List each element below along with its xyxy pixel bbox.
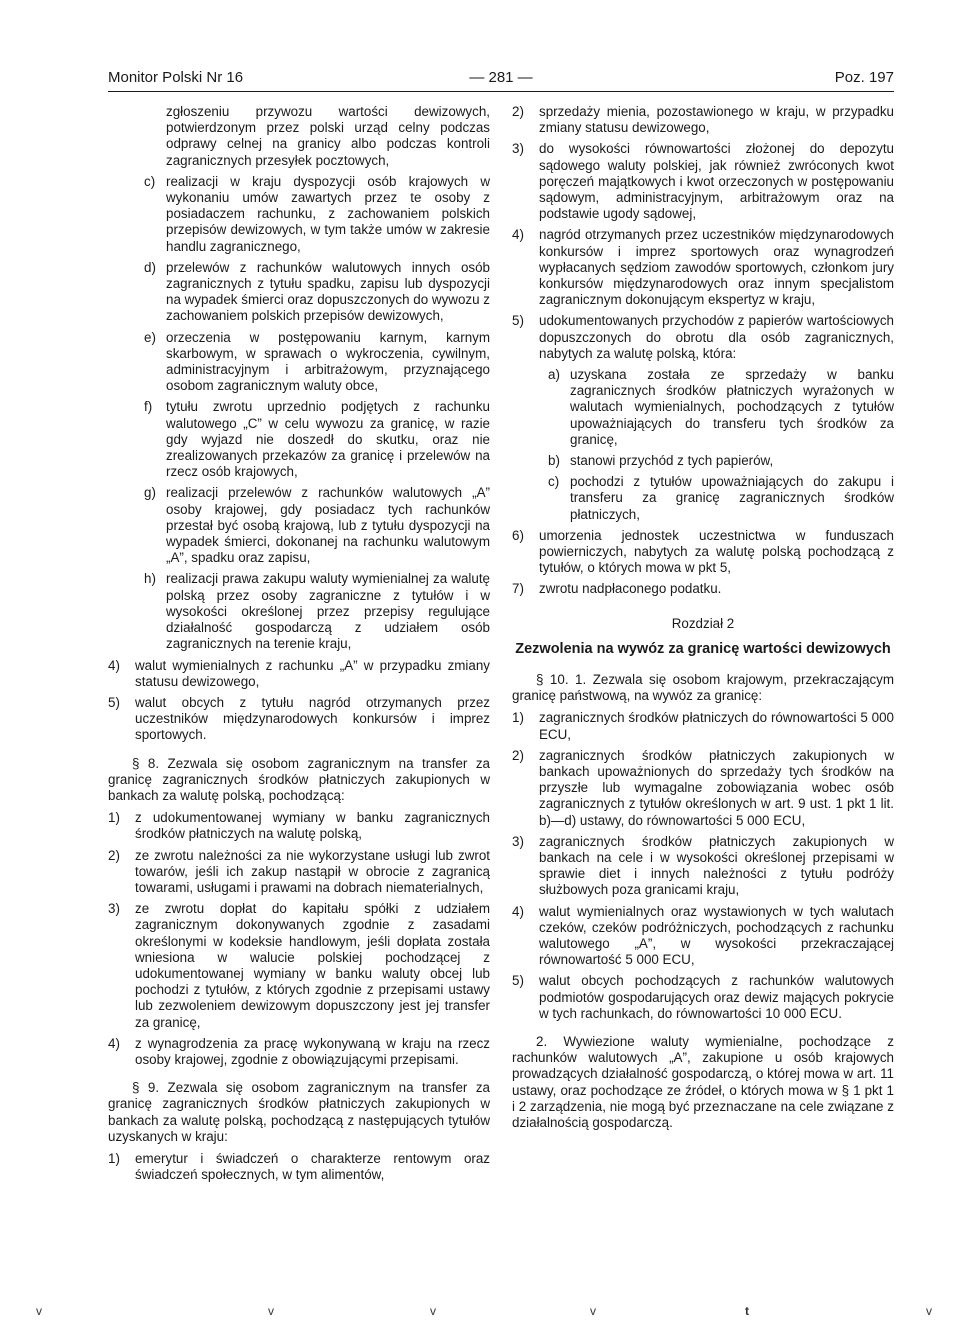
item-5-subitems: [512, 367, 894, 523]
list-item: [512, 528, 894, 577]
list-item: [512, 313, 894, 362]
list-item: [512, 367, 894, 448]
list-label: 5): [512, 313, 524, 329]
list-item: [108, 485, 490, 566]
list-text: zagranicznych środków płatniczych do równowartości 5 000 ECU,: [539, 710, 894, 742]
list-item: [108, 848, 490, 897]
list-text: emerytur i świadczeń o charakterze rentowym oraz świadczeń społecznych, w tym alimentów,: [135, 1150, 490, 1183]
list-item: [512, 104, 894, 136]
list-item: [512, 748, 894, 829]
journal-title: Monitor Polski Nr 16: [108, 69, 244, 86]
scan-mark: v: [268, 1304, 274, 1318]
list-item: [512, 904, 894, 969]
list-text: walut obcych z tytułu nagród otrzymanych przez uczestników międzynarodowych konkursów i imprez sportowych.: [135, 694, 490, 743]
left-column: [108, 104, 490, 1188]
list-label: 3): [108, 901, 120, 917]
page-number: — 281 —: [469, 69, 533, 86]
list-text: zwrotu nadpłaconego podatku.: [539, 581, 722, 597]
list-text: walut wymienialnych oraz wystawionych w tych walutach czeków, czeków podróżniczych, pochodzących z rachunku walutowego „A”, w wysokości przekraczającej równowartość 5 000 ECU,: [539, 903, 894, 968]
position-number: Poz. 197: [834, 69, 894, 86]
list-text: walut wymienialnych z rachunku „A” w przypadku zmiany statusu dewizowego,: [135, 657, 490, 689]
list-label: 4): [108, 1035, 120, 1051]
list-text: realizacji prawa zakupu waluty wymienialnej za walutę polską przez osoby zagraniczne z tytułów i w wysokości określonej przez przepisy regulujące działalność gospodarczą z udziałem osób zagranicznych na terenie kraju,: [166, 571, 490, 652]
list-label: e): [144, 329, 156, 345]
list-text: sprzedaży mienia, pozostawionego w kraju, w przypadku zmiany statusu dewizowego,: [539, 104, 894, 136]
scan-mark: t: [745, 1304, 749, 1318]
list-label: 2): [108, 847, 120, 863]
list-label: 2): [512, 104, 524, 119]
list-text: do wysokości równowartości złożonej do depozytu sądowego waluty polskiej, jak również zwróconych kwot poręczeń majątkowych i kwot orzeczonych w postępowaniu sądowym, administracyjnym, arbitrażowym oraz na podstawie ugody sądowej,: [539, 141, 894, 222]
paragraph-8-intro: § 8. Zezwala się osobom zagranicznym na transfer za granicę zagranicznych środków płatniczych zakupionych w bankach za walutę polską, pochodzącą:: [108, 755, 490, 803]
chapter-label: Rozdział 2: [671, 615, 735, 631]
scan-mark: v: [36, 1304, 42, 1318]
paragraph-9-items: [108, 1151, 490, 1183]
paragraph-8-items: [108, 810, 490, 1068]
list-text: z udokumentowanej wymiany w banku zagranicznych środków płatniczych na walutę polską,: [135, 810, 490, 842]
list-item: [108, 810, 490, 842]
list-label: 6): [512, 527, 524, 543]
list-text: realizacji w kraju dyspozycji osób krajowych w wykonaniu umów zawartych przez te osoby z posiadaczem rachunku, z zachowaniem polskich przepisów dewizowych, w tym także umów w zakresie handlu zagranicznego,: [166, 173, 490, 254]
list-item: [108, 658, 490, 690]
paragraph-9-intro: § 9. Zezwala się osobom zagranicznym na transfer za granicę zagranicznych środków płatniczych zakupionych w bankach za walutę polską, pochodzącą z następujących tytułów uzyskanych w kraju:: [108, 1080, 490, 1144]
list-item: [108, 260, 490, 325]
list-item: [512, 227, 894, 308]
list-text: udokumentowanych przychodów z papierów wartościowych dopuszczonych do obrotu dla osób zagranicznych, nabytych za walutę polską, która:: [539, 313, 894, 361]
list-text: zagranicznych środków płatniczych zakupionych w bankach na cele i w wysokości określonej przepisami w sprawie diet i innych należności z tytułu podróży służbowych poza granicami kraju,: [539, 833, 894, 898]
list-item: [512, 474, 894, 523]
list-label: a): [548, 367, 560, 383]
list-label: 5): [512, 973, 524, 989]
list-item: [108, 174, 490, 255]
list-item: [108, 1036, 490, 1068]
list-label: b): [548, 453, 560, 469]
list-label: 7): [512, 581, 524, 597]
paragraph-10-items: [512, 710, 894, 1022]
list-text: z wynagrodzenia za pracę wykonywaną w kraju na rzecz osoby krajowej, zgodnie z obowiązującymi przepisami.: [135, 1035, 490, 1067]
list-label: 1): [108, 1150, 120, 1166]
list-label: 2): [512, 747, 524, 763]
scan-mark: v: [590, 1304, 596, 1318]
list-label: 4): [512, 903, 524, 919]
right-column: [512, 104, 894, 1137]
left-subitems: [108, 174, 490, 653]
paragraph-10-intro: § 10. 1. Zezwala się osobom krajowym, przekraczającym granicę państwową, na wywóz za granicę:: [512, 671, 894, 704]
list-item: [108, 1151, 490, 1183]
scan-mark: v: [430, 1304, 436, 1318]
list-item: [108, 399, 490, 480]
list-label: 5): [108, 694, 120, 710]
list-text: realizacji przelewów z rachunków walutowych „A” osoby krajowej, gdy posiadacz tych rachunków przestał być osobą krajową, lub z tytułu dyspozycji na wypadek śmierci, dokonanej na rachunku walutowym „A”, spadku oraz zapisu,: [166, 485, 490, 566]
page-header: [108, 68, 894, 88]
list-label: f): [144, 399, 153, 415]
list-text: umorzenia jednostek uczestnictwa w funduszach powierniczych, nabytych za walutę polską pochodzącą z tytułów, o których mowa w pkt 5,: [539, 527, 894, 576]
paragraph-10-section-2: 2. Wywiezione waluty wymienialne, pochodzące z rachunków walutowych „A”, zakupione u osób krajowych prowadzących działalność gospodarczą, o której mowa w art. 11 ustawy, oraz pochodzące ze źródeł, o których mowa w § 1 pkt 1 i 2 zarządzenia, nie mogą być przeznaczane na cele związane z działalnością gospodarczą.: [512, 1033, 894, 1130]
list-text: ze zwrotu dopłat do kapitału spółki z udziałem zagranicznym dokonywanych zgodnie z zasadami określonymi w kodeksie handlowym, jeśli dopłata została wniesiona w walucie polskiej pochodzącej z udokumentowanej wymiany w banku waluty obcej lub pochodzi z tytułów, z których zgodnie z przepisami ustawy lub zezwoleniem dewizowym dopuszczony jest jej transfer za granicę,: [135, 901, 490, 1030]
right-items: [512, 104, 894, 362]
chapter-title: Zezwolenia na wywóz za granicę wartości dewizowych: [515, 640, 891, 657]
list-text: nagród otrzymanych przez uczestników międzynarodowych konkursów i imprez sportowych oraz wynagrodzeń wypłacanych sędziom zawodów sportowych, członkom jury konkursów międzynarodowych oraz innym specjalistom zagranicznym dokonującym ekspertyz w kraju,: [539, 227, 894, 308]
list-text: stanowi przychód z tych papierów,: [570, 453, 774, 469]
list-item: [512, 581, 894, 597]
list-item: [512, 973, 894, 1022]
list-label: g): [144, 485, 156, 501]
list-text: uzyskana została ze sprzedaży w banku zagranicznych środków płatniczych wyrażonych w walutach wymienialnych, pochodzących z tytułów upoważniających do transferu tych środków za granicę,: [570, 367, 894, 447]
list-item: [108, 901, 490, 1031]
list-item: [512, 710, 894, 742]
list-item: [512, 453, 894, 469]
list-item: [108, 695, 490, 744]
list-label: 1): [108, 810, 120, 826]
list-label: 1): [512, 710, 524, 726]
list-text: ze zwrotu należności za nie wykorzystane usługi lub zwrot towarów, jeśli ich zakup nastąpił w obrocie z zagranicą towarami, usługami i prawami na dobrach niematerialnych,: [135, 847, 490, 895]
list-label: 4): [108, 657, 120, 673]
list-text: tytułu zwrotu uprzednio podjętych z rachunku walutowego „C” w celu wywozu za granicę, w razie gdy wyjazd nie doszedł do skutku, oraz nie zrealizowanych przekazów za granicę i przelewów na rzecz osób krajowych,: [166, 399, 490, 480]
list-item: [512, 834, 894, 899]
left-items-a: [108, 658, 490, 744]
list-text: walut obcych pochodzących z rachunków walutowych podmiotów gospodarujących oraz dewiz mających pokrycie w tych rachunkach, do równowartości 10 000 ECU.: [539, 973, 894, 1021]
list-text: przelewów z rachunków walutowych innych osób zagranicznych z tytułu spadku, zapisu lub dyspozycji na wypadek śmierci oraz dopuszczonych do wywozu z zachowaniem polskich przepisów dewizowych,: [166, 259, 490, 324]
list-label: c): [144, 173, 156, 189]
list-item: [108, 571, 490, 652]
list-label: 4): [512, 227, 524, 243]
list-item: [512, 141, 894, 222]
header-rule: [108, 91, 894, 92]
list-label: c): [548, 474, 560, 490]
right-items-b: [512, 528, 894, 598]
list-label: d): [144, 259, 156, 275]
list-label: 3): [512, 141, 524, 157]
scan-mark: v: [926, 1304, 932, 1318]
list-label: 3): [512, 833, 524, 849]
list-item: [108, 330, 490, 395]
list-text: pochodzi z tytułów upoważniających do zakupu i transferu za granicę zagranicznych środków płatniczych,: [570, 474, 894, 522]
list-text: orzeczenia w postępowaniu karnym, karnym skarbowym, w sprawach o wykroczenia, cywilnym, administracyjnym i arbitrażowym, przyznającego osobom zagranicznym waluty obce,: [166, 329, 490, 394]
subitem-continuation: zgłoszeniu przywozu wartości dewizowych, potwierdzonym przez polski urząd celny podczas odprawy celnej na granicy albo podczas kontroli zagranicznych przesyłek pocztowych,: [166, 104, 490, 168]
list-label: h): [144, 571, 156, 587]
list-text: zagranicznych środków płatniczych zakupionych w bankach upoważnionych do sprzedaży tych środków na przyszłe lub wymagalne zobowiązania wobec osób zagranicznych z tytułów określonych w art. 9 ust. 1 pkt 1 lit. b)—d) ustawy, do równowartości 5 000 ECU,: [539, 747, 894, 828]
